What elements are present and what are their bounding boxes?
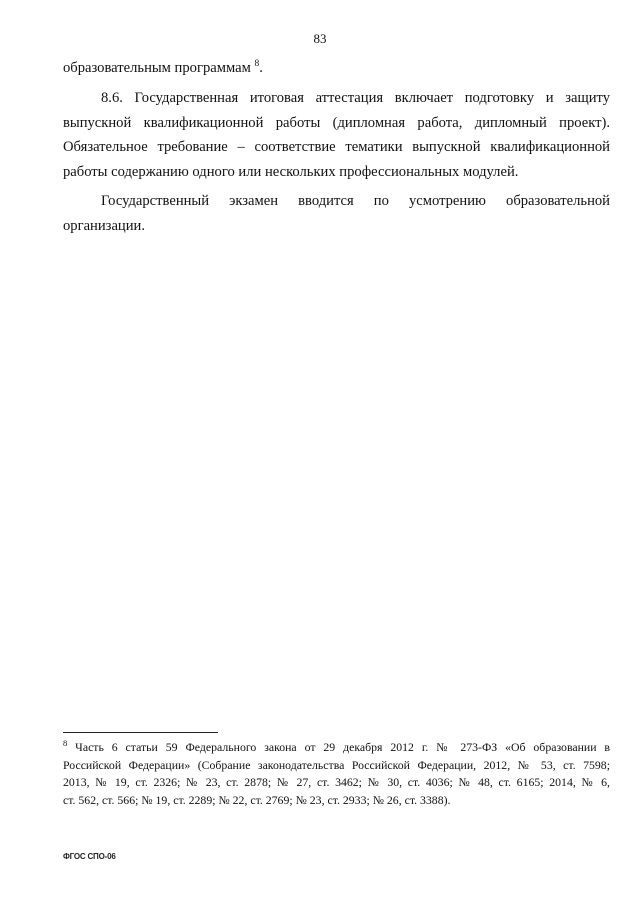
footnote-line: ст. 562, ст. 566; № 19, ст. 2289; № 22, ст. 2769; № 23, ст. 2933; № 26, ст. 3388).: [63, 792, 451, 807]
paragraph-line: Обязательное требование – соответствие тематики выпускной квалификационной: [63, 139, 610, 155]
footnote-line: Российской Федерации» (Собрание законодательства Российской Федерации, 2012, № 53, ст. 7598;: [63, 757, 610, 772]
footnote-mark: 8: [63, 738, 68, 749]
paragraph-exam: [63, 189, 610, 238]
page-number: 83: [313, 31, 327, 46]
carryover-text: образовательным программам: [63, 60, 251, 76]
paragraph-line: Государственный экзамен вводится по усмотрению образовательной: [101, 193, 610, 209]
paragraph-line: 8.6. Государственная итоговая аттестация включает подготовку и защиту: [101, 90, 610, 106]
carryover-paragraph: [63, 56, 610, 81]
footnote-reference: 8: [254, 59, 260, 70]
footnote-line: 2013, № 19, ст. 2326; № 23, ст. 2878; № 27, ст. 3462; № 30, ст. 4036; № 48, ст. 6165; 2014, № 6,: [63, 775, 610, 789]
paragraph-8-6: [63, 86, 610, 184]
paragraph-line: работы содержанию одного или нескольких профессиональных модулей.: [63, 163, 519, 180]
footnote-line: [63, 739, 610, 757]
carryover-line: [63, 56, 610, 81]
paragraph-line: выпускной квалификационной работы (дипломная работа, дипломный проект).: [63, 114, 610, 131]
carryover-end: .: [259, 60, 263, 76]
footnote: [63, 739, 610, 809]
footnote-divider: [63, 732, 218, 733]
document-code: ФГОС СПО-06: [63, 852, 116, 861]
paragraph-line: организации.: [63, 217, 145, 234]
footnote-text: Часть 6 статьи 59 Федерального закона от 29 декабря 2012 г. № 273-ФЗ «Об образовании в: [75, 740, 611, 754]
